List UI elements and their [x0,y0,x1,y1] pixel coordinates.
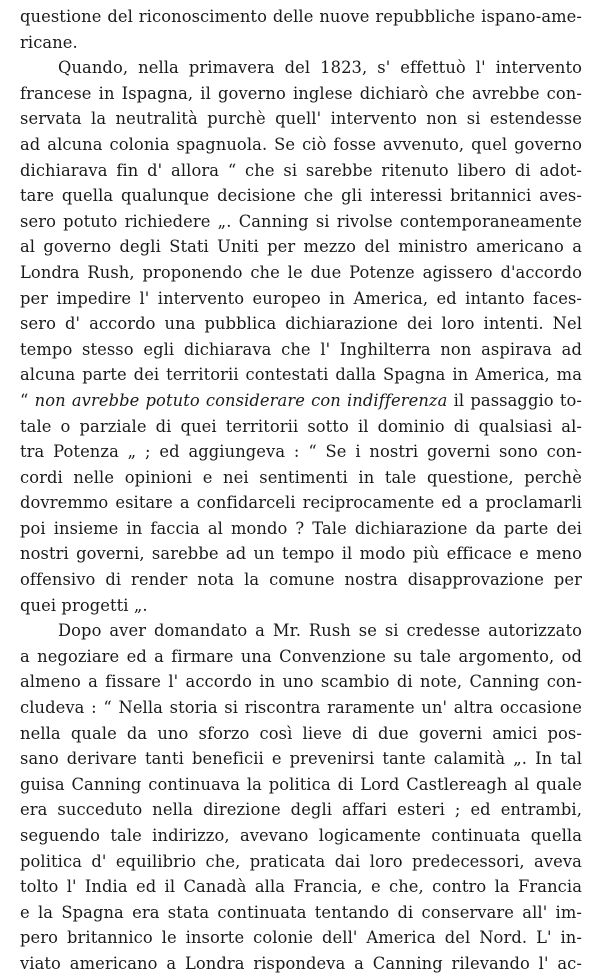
text-line: Dopo aver domandato a Mr. Rush se si credesse autorizzato [58,621,582,641]
text-line: tale o parziale di quei territorii sotto il dominio di qualsiasi al- [20,416,582,436]
text-line: alcuna parte dei territorii contestati dalla Spagna in America, ma [20,365,582,385]
text-line: pero britannico le insorte colonie dell' America del Nord. L' in- [20,928,582,948]
text-line: tempo stesso egli dichiarava che l' Inghilterra non aspirava ad [20,339,582,359]
text-line: Londra Rush, proponendo che le due Potenze agissero d'accordo [20,262,582,282]
text-line: poi insieme in faccia al mondo ? Tale dichiarazione da parte dei [20,518,582,538]
text-line: servata la neutralità purchè quell' intervento non si estendesse [20,109,582,129]
text-line: almeno a fissare l' accordo in uno scambio di note, Canning con- [20,672,582,692]
text-line: offensivo di render nota la comune nostra disapprovazione per [20,570,582,590]
text-line: a negoziare ed a firmare una Convenzione su tale argomento, od [20,646,582,666]
text-line: francese in Ispagna, il governo inglese dichiarò che avrebbe con- [20,83,582,103]
text-line: politica d' equilibrio che, praticata dai loro predecessori, aveva [20,851,582,871]
text-line: sano derivare tanti beneficii e prevenirsi tante calamità „. In tal [20,749,582,769]
text-line: era succeduto nella direzione degli affari esteri ; ed entrambi, [20,800,582,820]
text-line: per impedire l' intervento europeo in America, ed intanto faces- [20,288,582,308]
text-run: “ [20,390,35,410]
text-line: dovremmo esitare a confidarceli reciprocamente ed a proclamarli [20,493,582,513]
text-line [20,388,582,414]
text-line: cludeva : “ Nella storia si riscontra raramente un' altra occasione [20,698,582,718]
text-line: al governo degli Stati Uniti per mezzo del ministro americano a [20,237,582,257]
text-run: il passaggio to- [447,390,582,410]
text-line: viato americano a Londra rispondeva a Canning rilevando l' ac- [20,953,582,973]
italic-quote: non avrebbe potuto considerare con indifferenza [34,390,448,410]
text-line: cordi nelle opinioni e nei sentimenti in tale questione, perchè [20,467,582,487]
text-line: Quando, nella primavera del 1823, s' effettuò l' intervento [58,58,582,78]
text-line: sero d' accordo una pubblica dichiarazione dei loro intenti. Nel [20,314,582,334]
text-line: dichiarava fin d' allora “ che si sarebbe ritenuto libero di adot- [20,160,582,180]
text-line: quei progetti „. [20,595,148,615]
text-line: tra Potenza „ ; ed aggiungeva : “ Se i nostri governi sono con- [20,442,582,462]
text-line: seguendo tale indirizzo, avevano logicamente continuata quella [20,826,582,845]
text-line: ad alcuna colonia spagnuola. Se ciò fosse avvenuto, quel governo [20,134,582,154]
text-line: nella quale da uno sforzo così lieve di due governi amici pos- [20,723,582,743]
text-line: guisa Canning continuava la politica di Lord Castlereagh al quale [20,774,582,794]
text-line: questione del riconoscimento delle nuove repubbliche ispano-ame- [20,7,582,26]
text-line: sero potuto richiedere „. Canning si rivolse contemporaneamente [20,211,582,231]
text-line: tolto l' India ed il Canadà alla Francia, e che, contro la Francia [20,877,582,897]
text-line: nostri governi, sarebbe ad un tempo il modo più efficace e meno [20,544,582,564]
text-line: e la Spagna era stata continuata tentando di conservare all' im- [20,902,582,922]
text-line: ricane. [20,32,78,52]
book-page [20,4,582,977]
text-line: tare quella qualunque decisione che gli interessi britannici aves- [20,186,582,206]
